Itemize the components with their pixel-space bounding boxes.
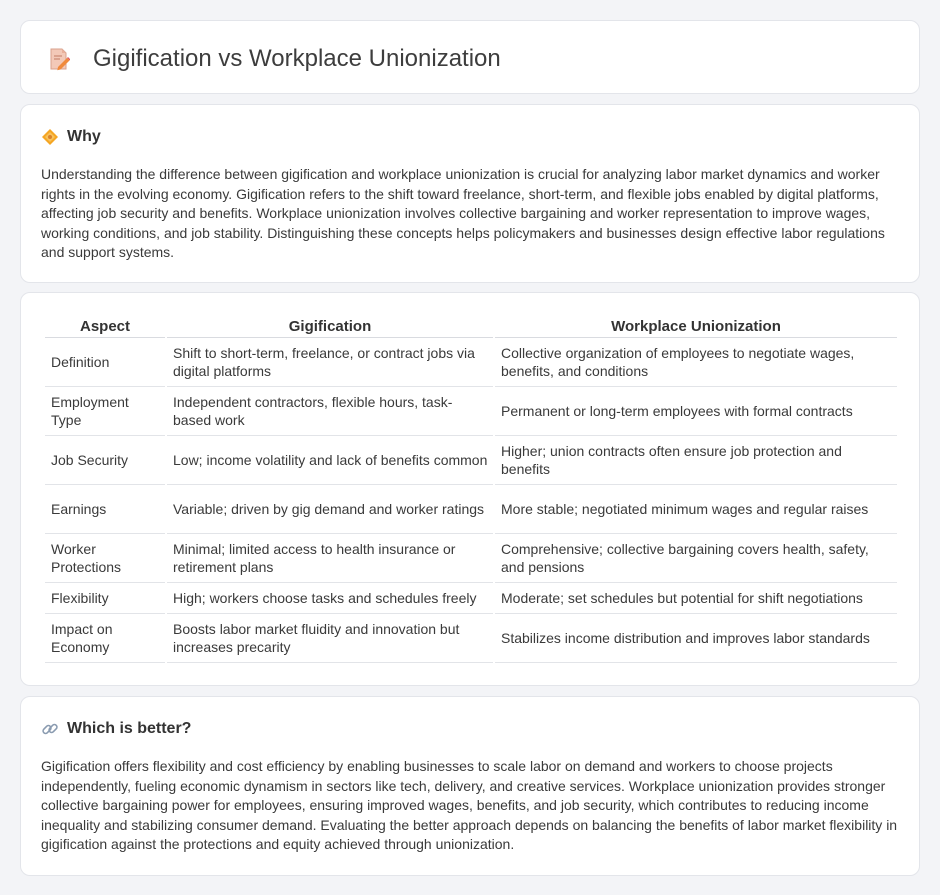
diamond-icon bbox=[41, 128, 59, 146]
column-header-gigification: Gigification bbox=[167, 317, 493, 338]
table-cell: Employment Type bbox=[45, 387, 165, 436]
table-cell: Independent contractors, flexible hours, task-based work bbox=[167, 387, 493, 436]
table-row bbox=[45, 387, 897, 436]
table-cell: High; workers choose tasks and schedules freely bbox=[167, 583, 493, 614]
comparison-section bbox=[20, 292, 920, 686]
comparison-table bbox=[43, 317, 899, 663]
table-row bbox=[45, 583, 897, 614]
column-header-aspect: Aspect bbox=[45, 317, 165, 338]
table-cell: Flexibility bbox=[45, 583, 165, 614]
table-row bbox=[45, 338, 897, 387]
better-heading bbox=[41, 718, 191, 740]
better-section bbox=[20, 696, 920, 876]
table-cell: Impact on Economy bbox=[45, 614, 165, 663]
table-cell: Higher; union contracts often ensure job protection and benefits bbox=[495, 436, 897, 485]
column-header-unionization: Workplace Unionization bbox=[495, 317, 897, 338]
table-row bbox=[45, 436, 897, 485]
table-cell: Boosts labor market fluidity and innovation but increases precarity bbox=[167, 614, 493, 663]
table-cell: Minimal; limited access to health insurance or retirement plans bbox=[167, 534, 493, 583]
better-title: Which is better? bbox=[67, 720, 192, 737]
link-icon bbox=[41, 720, 59, 738]
table-cell: More stable; negotiated minimum wages and regular raises bbox=[495, 485, 897, 534]
table-row bbox=[45, 534, 897, 583]
table-cell: Permanent or long-term employees with formal contracts bbox=[495, 387, 897, 436]
table-cell: Variable; driven by gig demand and worker ratings bbox=[167, 485, 493, 534]
header-card bbox=[20, 20, 920, 94]
table-cell: Stabilizes income distribution and improves labor standards bbox=[495, 614, 897, 663]
document-pencil-icon bbox=[48, 47, 70, 71]
table-cell: Earnings bbox=[45, 485, 165, 534]
why-heading bbox=[41, 126, 101, 148]
page-title: Gigification vs Workplace Unionization bbox=[93, 45, 501, 72]
table-row bbox=[45, 485, 897, 534]
table-cell: Shift to short-term, freelance, or contract jobs via digital platforms bbox=[167, 338, 493, 387]
table-header-row bbox=[45, 317, 897, 338]
table-cell: Job Security bbox=[45, 436, 165, 485]
table-cell: Moderate; set schedules but potential for shift negotiations bbox=[495, 583, 897, 614]
why-title: Why bbox=[67, 128, 101, 145]
why-section bbox=[20, 104, 920, 283]
why-text: Understanding the difference between gigification and workplace unionization is crucial for analyzing labor market dynamics and worker rights in the evolving economy. Gigification refers to the shift toward freelance, short-term, and flexible jobs enabled by digital platforms, affecting job security and benefits. Workplace unionization involves collective bargaining and worker representation to improve wages, working conditions, and job stability. Distinguishing these concepts helps policymakers and businesses design effective labor regulations and support systems. bbox=[41, 166, 885, 261]
table-cell: Definition bbox=[45, 338, 165, 387]
table-cell: Worker Protections bbox=[45, 534, 165, 583]
table-cell: Comprehensive; collective bargaining covers health, safety, and pensions bbox=[495, 534, 897, 583]
table-row bbox=[45, 614, 897, 663]
better-text: Gigification offers flexibility and cost efficiency by enabling businesses to scale labor on demand and workers to choose projects independently, fueling economic dynamism in sectors like tech, delivery, and creative services. Workplace unionization provides stronger collective bargaining power for employees, ensuring improved wages, benefits, and job security, which contributes to reducing income inequality and stabilizing consumer demand. Evaluating the better approach depends on balancing the benefits of labor market flexibility in gigification against the protections and equity achieved through unionization. bbox=[41, 758, 898, 853]
table-cell: Collective organization of employees to negotiate wages, benefits, and conditions bbox=[495, 338, 897, 387]
table-cell: Low; income volatility and lack of benefits common bbox=[167, 436, 493, 485]
